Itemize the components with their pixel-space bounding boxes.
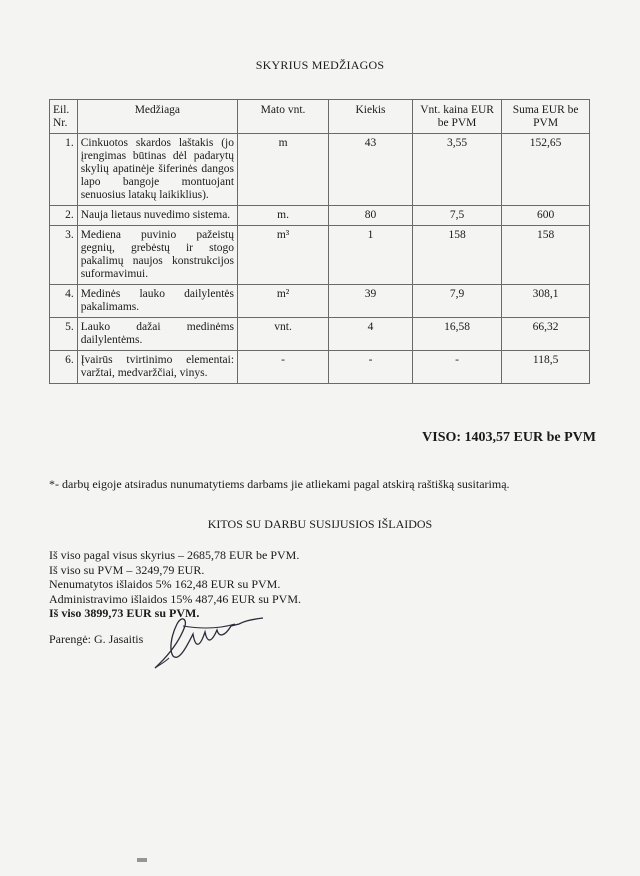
row-qty: 1 xyxy=(329,226,413,285)
row-material: Mediena puvinio pažeistų gegnių, grebėstų ir stogo pakalimų naujos konstrukcijos suformavimui. xyxy=(77,226,237,285)
row-qty: 4 xyxy=(329,318,413,351)
row-nr: 1. xyxy=(50,134,78,206)
row-material: Medinės lauko dailylentės pakalimams. xyxy=(77,285,237,318)
row-unit: vnt. xyxy=(238,318,329,351)
row-price: 16,58 xyxy=(412,318,501,351)
table-row xyxy=(50,226,590,285)
summary-line-unforeseen: Nenumatytos išlaidos 5% 162,48 EUR su PVM. xyxy=(49,577,281,591)
summary-line-total-vat: Iš viso su PVM – 3249,79 EUR. xyxy=(49,562,205,577)
table-row xyxy=(50,318,590,351)
row-sum: 600 xyxy=(502,206,590,226)
row-unit: m xyxy=(238,134,329,206)
row-material: Nauja lietaus nuvedimo sistema. xyxy=(77,206,237,226)
row-nr: 4. xyxy=(50,285,78,318)
header-sum: Suma EUR be PVM xyxy=(502,100,590,134)
row-material: Cinkuotos skardos laštakis (jo įrengimas būtinas dėl padarytų skylių apatinėje šiferinės dangos lapo bangoje montuojant senuosius latakų laikiklius). xyxy=(77,134,237,206)
row-sum: 66,32 xyxy=(502,318,590,351)
summary-line-administration: Administravimo išlaidos 15% 487,46 EUR su PVM. xyxy=(49,591,302,606)
row-unit: m. xyxy=(238,206,329,226)
row-price: 7,5 xyxy=(412,206,501,226)
signature-image xyxy=(135,606,265,676)
footnote: *- darbų eigoje atsiradus nunumatytiems darbams jie atliekami pagal atskirą raštišką susitarimą. xyxy=(49,477,510,491)
header-material: Medžiaga xyxy=(77,100,237,134)
materials-table xyxy=(49,99,590,384)
row-sum: 158 xyxy=(502,226,590,285)
header-qty: Kiekis xyxy=(329,100,413,134)
row-price: 158 xyxy=(412,226,501,285)
row-price: - xyxy=(412,351,501,384)
table-row xyxy=(50,285,590,318)
table-row xyxy=(50,206,590,226)
row-material: Įvairūs tvirtinimo elementai: varžtai, medvaržčiai, vinys. xyxy=(77,351,237,384)
row-unit: m³ xyxy=(238,226,329,285)
row-sum: 152,65 xyxy=(502,134,590,206)
table-row xyxy=(50,134,590,206)
row-qty: - xyxy=(329,351,413,384)
row-unit: - xyxy=(238,351,329,384)
row-qty: 80 xyxy=(329,206,413,226)
row-nr: 2. xyxy=(50,206,78,226)
materials-total: VISO: 1403,57 EUR be PVM xyxy=(422,430,596,445)
table-row xyxy=(50,351,590,384)
section-title-materials: SKYRIUS MEDŽIAGOS xyxy=(255,58,385,72)
header-unit: Mato vnt. xyxy=(238,100,329,134)
scan-artifact xyxy=(137,858,147,862)
header-unit-price: Vnt. kaina EUR be PVM xyxy=(412,100,501,134)
row-qty: 39 xyxy=(329,285,413,318)
row-unit: m² xyxy=(238,285,329,318)
row-sum: 118,5 xyxy=(502,351,590,384)
summary-line-grand-total: Iš viso 3899,73 EUR su PVM. xyxy=(49,606,200,620)
row-qty: 43 xyxy=(329,134,413,206)
row-sum: 308,1 xyxy=(502,285,590,318)
row-nr: 3. xyxy=(50,226,78,285)
prepared-by: Parengė: G. Jasaitis xyxy=(49,632,144,646)
row-nr: 6. xyxy=(50,351,78,384)
section-title-other-costs: KITOS SU DARBU SUSIJUSIOS IŠLAIDOS xyxy=(207,517,433,531)
summary-line-total-sections: Iš viso pagal visus skyrius – 2685,78 EUR be PVM. xyxy=(49,548,300,562)
table-header-row xyxy=(50,100,590,134)
row-material: Lauko dažai medinėms dailylentėms. xyxy=(77,318,237,351)
row-nr: 5. xyxy=(50,318,78,351)
row-price: 3,55 xyxy=(412,134,501,206)
header-nr: Eil. Nr. xyxy=(50,100,78,134)
row-price: 7,9 xyxy=(412,285,501,318)
